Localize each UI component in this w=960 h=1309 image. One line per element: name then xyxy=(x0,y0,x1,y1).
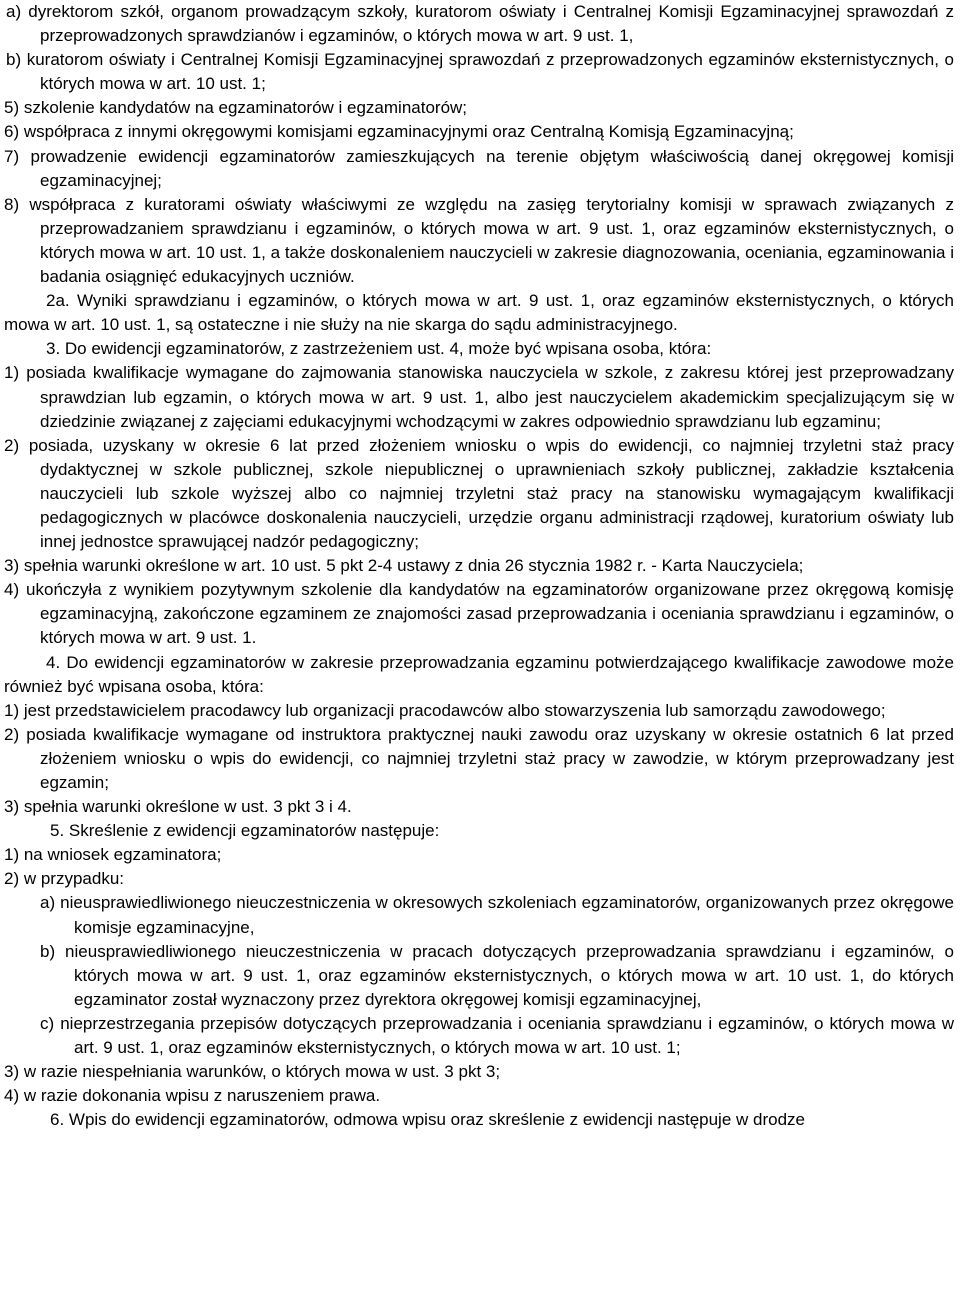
section-4: 4. Do ewidencji egzaminatorów w zakresie przeprowadzania egzaminu potwierdzającego kwalifikacje zawodowe może również być wpisana osoba, która: xyxy=(4,652,954,696)
section-3-item-3: 3) spełnia warunki określone w art. 10 ust. 5 pkt 2-4 ustawy z dnia 26 stycznia 1982 r. - Karta Nauczyciela; xyxy=(4,556,804,576)
item-7: 7) prowadzenie ewidencji egzaminatorów zamieszkujących na terenie objętym właściwością danej okręgowej komisji egzaminacyjnej; xyxy=(4,146,954,190)
section-3-item-1: 1) posiada kwalifikacje wymagane do zajmowania stanowiska nauczyciela w szkole, z zakresu której jest przeprowadzany sprawdzian lub egzamin, o których mowa w art. 9 ust. 1, albo jest nauczycielem akademickim specjalizującym się w dziedzinie związanej z zajęciami edukacyjnymi wchodzącymi w zakres odpowiednio sprawdzianu lub egzaminu; xyxy=(4,363,954,431)
section-6: 6. Wpis do ewidencji egzaminatorów, odmowa wpisu oraz skreślenie z ewidencji następuje w drodze xyxy=(50,1110,805,1130)
section-5-item-4: 4) w razie dokonania wpisu z naruszeniem prawa. xyxy=(4,1086,381,1106)
section-3-item-2: 2) posiada, uzyskany w okresie 6 lat przed złożeniem wniosku o wpis do ewidencji, co najmniej trzyletni staż pracy dydaktycznej w szkole publicznej, szkole niepublicznej o uprawnieniach szkoły publicznej, zakładzie kształcenia nauczycieli lub szkole wyższej albo co najmniej trzyletni staż pracy na stanowisku wymagającym kwalifikacji pedagogicznych w placówce doskonalenia nauczycieli, urzędzie organu administracji rządowej, kuratorium oświaty lub innej jednostce sprawującej nadzór pedagogiczny; xyxy=(4,435,954,552)
section-5-item-2c: c) nieprzestrzegania przepisów dotyczących przeprowadzania i oceniania sprawdzianu i egzaminów, o których mowa w art. 9 ust. 1, oraz egzaminów eksternistycznych, o których mowa w art. 10 ust. 1; xyxy=(40,1013,954,1058)
section-5-item-3: 3) w razie niespełniania warunków, o których mowa w ust. 3 pkt 3; xyxy=(4,1062,501,1082)
section-3-item-4: 4) ukończyła z wynikiem pozytywnym szkolenie dla kandydatów na egzaminatorów organizowane przez okręgową komisję egzaminacyjną, zakończone egzaminem ze znajomości zasad przeprowadzania i oceniania sprawdzianu i egzaminów, o których mowa w art. 9 ust. 1. xyxy=(4,580,954,648)
item-a: a) dyrektorom szkół, organom prowadzącym szkoły, kuratorom oświaty i Centralnej Komisji Egzaminacyjnej sprawozdań z przeprowadzonych sprawdzianów i egzaminów, o których mowa w art. 9 ust. 1, xyxy=(6,2,954,46)
item-b: b) kuratorom oświaty i Centralnej Komisji Egzaminacyjnej sprawozdań z przeprowadzonych egzaminów eksternistycznych, o których mowa w art. 10 ust. 1; xyxy=(6,50,954,94)
section-4-item-2: 2) posiada kwalifikacje wymagane od instruktora praktycznej nauki zawodu oraz uzyskany w okresie ostatnich 6 lat przed złożeniem wniosku o wpis do ewidencji, co najmniej trzyletni staż pracy w zawodzie, w którym przeprowadzany jest egzamin; xyxy=(4,724,954,792)
item-8: 8) współpraca z kuratorami oświaty właściwymi ze względu na zasięg terytorialny komisji w sprawach związanych z przeprowadzaniem sprawdzianu i egzaminów, o których mowa w art. 9 ust. 1, oraz egzaminów eksternistycznych, o których mowa w art. 10 ust. 1, a także doskonaleniem nauczycieli w zakresie diagnozowania, oceniania, egzaminowania i badania osiągnięć edukacyjnych uczniów. xyxy=(4,194,954,287)
section-5-item-1: 1) na wniosek egzaminatora; xyxy=(4,845,222,865)
section-5-item-2: 2) w przypadku: xyxy=(4,869,124,889)
section-5-item-2b: b) nieusprawiedliwionego nieuczestniczenia w pracach dotyczących przeprowadzania sprawdzianu i egzaminów, o których mowa w art. 9 ust. 1, oraz egzaminów eksternistycznych, o których mowa w art. 10 ust. 1, do których egzaminator został wyznaczony przez dyrektora okręgowej komisji egzaminacyjnej, xyxy=(40,941,954,1009)
section-5-item-2a: a) nieusprawiedliwionego nieuczestniczenia w okresowych szkoleniach egzaminatorów, organizowanych przez okręgowe komisje egzaminacyjne, xyxy=(40,893,954,937)
item-5: 5) szkolenie kandydatów na egzaminatorów i egzaminatorów; xyxy=(4,98,468,118)
section-4-item-1: 1) jest przedstawicielem pracodawcy lub organizacji pracodawców albo stowarzyszenia lub samorządu zawodowego; xyxy=(4,700,886,720)
section-2a: 2a. Wyniki sprawdzianu i egzaminów, o których mowa w art. 9 ust. 1, oraz egzaminów eksternistycznych, o których mowa w art. 10 ust. 1, są ostateczne i nie służy na nie skarga do sądu administracyjnego. xyxy=(4,291,954,335)
section-5: 5. Skreślenie z ewidencji egzaminatorów następuje: xyxy=(50,821,440,841)
section-3: 3. Do ewidencji egzaminatorów, z zastrzeżeniem ust. 4, może być wpisana osoba, która: xyxy=(46,339,712,359)
item-6: 6) współpraca z innymi okręgowymi komisjami egzaminacyjnymi oraz Centralną Komisją Egzaminacyjną; xyxy=(4,122,794,142)
section-4-item-3: 3) spełnia warunki określone w ust. 3 pkt 3 i 4. xyxy=(4,797,352,817)
